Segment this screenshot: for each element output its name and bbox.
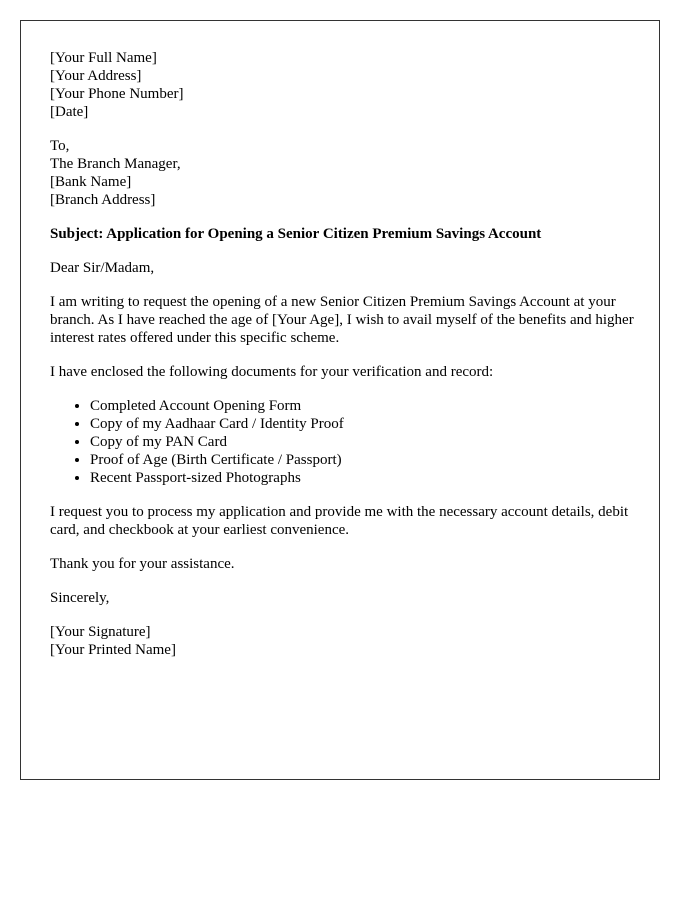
spacer bbox=[50, 277, 645, 293]
spacer bbox=[50, 243, 645, 259]
intro-paragraph: I am writing to request the opening of a new Senior Citizen Premium Savings Account at your branch. As I have reached the age of [Your Age], I wish to avail myself of the benefits and higher interest rates offered under this specific scheme. bbox=[50, 294, 634, 346]
recipient-address: [Branch Address] bbox=[50, 192, 156, 208]
sender-block bbox=[50, 49, 645, 121]
letter-subject: Subject: Application for Opening a Senior Citizen Premium Savings Account bbox=[50, 226, 542, 242]
documents-list bbox=[50, 397, 645, 487]
list-item: • Completed Account Opening Form bbox=[90, 397, 645, 415]
list-item: • Proof of Age (Birth Certificate / Passport) bbox=[90, 451, 645, 469]
valediction: Sincerely, bbox=[50, 590, 110, 606]
printed-name: [Your Printed Name] bbox=[50, 642, 176, 658]
spacer bbox=[50, 487, 645, 503]
recipient-bank: [Bank Name] bbox=[50, 174, 132, 190]
recipient-title: The Branch Manager, bbox=[50, 156, 181, 172]
signature-block bbox=[50, 623, 645, 659]
salutation: Dear Sir/Madam, bbox=[50, 260, 155, 276]
enclosed-paragraph: I have enclosed the following documents for your verification and record: bbox=[50, 364, 494, 380]
list-item: • Recent Passport-sized Photographs bbox=[90, 469, 645, 487]
sender-name: [Your Full Name] bbox=[50, 50, 157, 66]
spacer bbox=[50, 121, 645, 137]
request-paragraph: I request you to process my application and provide me with the necessary account details, debit card, and checkbook at your earliest convenience. bbox=[50, 504, 629, 538]
spacer bbox=[50, 381, 645, 397]
list-item: • Copy of my PAN Card bbox=[90, 433, 645, 451]
letter-date: [Date] bbox=[50, 104, 89, 120]
letter-content bbox=[50, 49, 645, 659]
thanks-paragraph: Thank you for your assistance. bbox=[50, 556, 235, 572]
letter-page bbox=[20, 20, 660, 780]
recipient-block bbox=[50, 137, 645, 209]
spacer bbox=[50, 573, 645, 589]
sender-phone: [Your Phone Number] bbox=[50, 86, 184, 102]
spacer bbox=[50, 539, 645, 555]
list-item: • Copy of my Aadhaar Card / Identity Proof bbox=[90, 415, 645, 433]
spacer bbox=[50, 209, 645, 225]
sender-address: [Your Address] bbox=[50, 68, 142, 84]
signature: [Your Signature] bbox=[50, 624, 151, 640]
spacer bbox=[50, 347, 645, 363]
spacer bbox=[50, 607, 645, 623]
recipient-to: To, bbox=[50, 138, 70, 154]
